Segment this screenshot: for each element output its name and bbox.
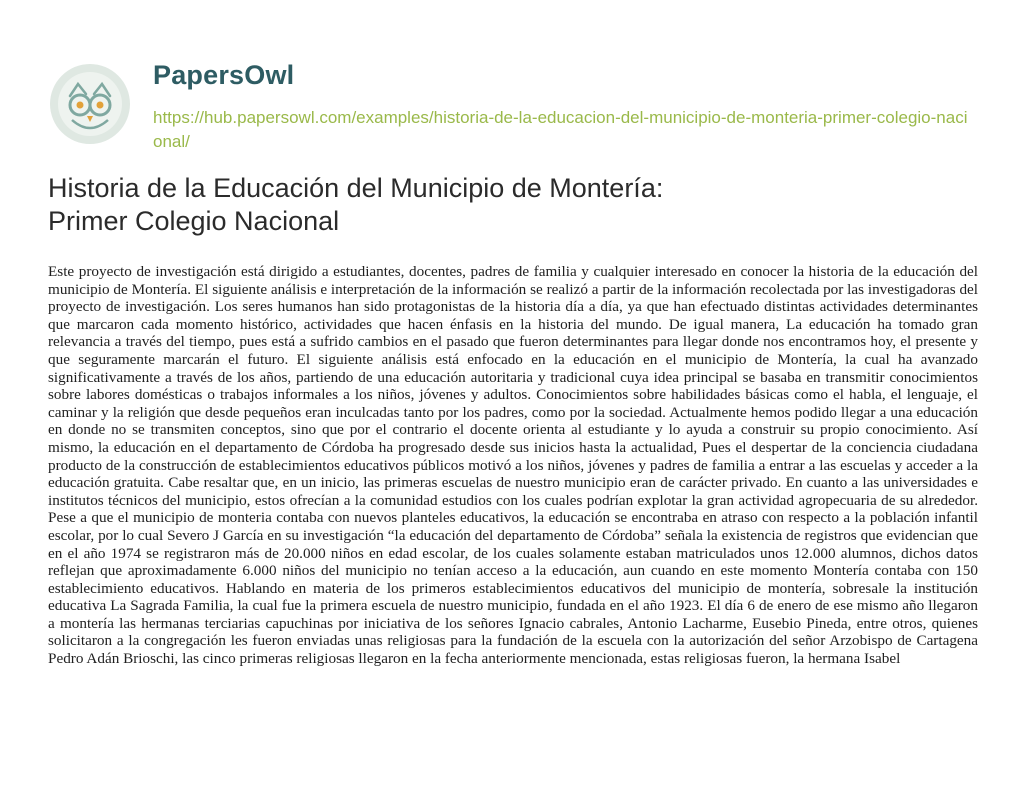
document-body: Este proyecto de investigación está dirigido a estudiantes, docentes, padres de familia y cualquier interesado en conocer la historia de la educación del municipio de Montería. El siguiente análisis e interpretación de la información se realizó a partir de la información recolectada por las investigadoras del proyecto de investigación. Los seres humanos han sido protagonistas de la historia día a día, ya que han efectuado distintas actividades determinantes que marcaron cada momento histórico, actividades que hacen énfasis en la historia del mundo. De igual manera, La educación ha tomado gran relevancia a través del tiempo, pues está a sufrido cambios en el pasado que fueron determinantes para llegar donde nos encontramos hoy, el presente y que seguramente marcarán el futuro. El siguiente análisis está enfocado en la educación en el municipio de Montería, la cual ha avanzado significativamente a través de los años, partiendo de una educación autoritaria y tradicional cuya idea principal se basaba en transmitir conocimientos sobre labores domésticas o trabajos informales a los niños, jóvenes y adultos. Conocimientos sobre habilidades básicas como el habla, el lenguaje, el caminar y la religión que desde pequeños eran inculcadas tanto por los padres, como por la sociedad. Actualmente hemos podido llegar a una educación en donde no se transmiten conceptos, sino que por el contrario el docente orienta al estudiante y lo ayuda a construir su propio conocimiento. Así mismo, la educación en el departamento de Córdoba ha progresado desde sus inicios hasta la actualidad, Pues el despertar de la conciencia ciudadana producto de la construcción de establecimientos educativos públicos motivó a los niños, jóvenes y padres de familia a entrar a las escuelas y acceder a la educación gratuita. Cabe resaltar que, en un inicio, las primeras escuelas de nuestro municipio eran de carácter privado. En cuanto a las universidades e institutos técnicos del municipio, estos ofrecían a la comunidad estudios con los cuales podrían explotar la gran actividad agropecuaria de su alrededor. Pese a que el municipio de monteria contaba con nuevos planteles educativos, la educación se encontraba en atraso con respecto a la población infantil escolar, por lo cual Severo J García en su investigación “la educación del departamento de Córdoba” señala la existencia de registros que evidencian que en el año 1974 se registraron más de 20.000 niños en edad escolar, de los cuales solamente estaban matriculados unos 12.000 alumnos, dichos datos reflejan que aproximadamente 6.000 niños del municipio no tenían acceso a la educación, aun cuando en este momento Montería contaba con 150 establecimiento educativos. Hablando en materia de los primeros establecimientos educativos del municipio de montería, sobresale la institución educativa La Sagrada Familia, la cual fue la primera escuela de nuestro municipio, fundada en el año 1923. El día 6 de enero de ese mismo año llegaron a montería las hermanas terciarias capuchinas por iniciativa de los señores Ignacio cabrales, Antonio Lacharme, Eusebio Pineda, entre otros, quienes solicitaron a la congregación les fueron enviadas unas religiosas para la fundación de la escuela con la autorización del señor Arzobispo de Cartagena Pedro Adán Brioschi, las cinco primeras religiosas llegaron en la fecha anteriormente mencionada, estas religiosas fueron, la hermana Isabel: [48, 263, 978, 668]
owl-logo-icon[interactable]: [48, 62, 132, 146]
title-line-2: Primer Colegio Nacional: [48, 206, 340, 236]
site-header: [48, 52, 978, 152]
document-title: [48, 172, 978, 238]
title-line-1: Historia de la Educación del Municipio de Montería:: [48, 173, 664, 203]
source-url-link[interactable]: https://hub.papersowl.com/examples/historia-de-la-educacion-del-municipio-de-monteria-primer-colegio-nacional/: [153, 108, 968, 151]
brand-name[interactable]: PapersOwl: [153, 60, 295, 90]
